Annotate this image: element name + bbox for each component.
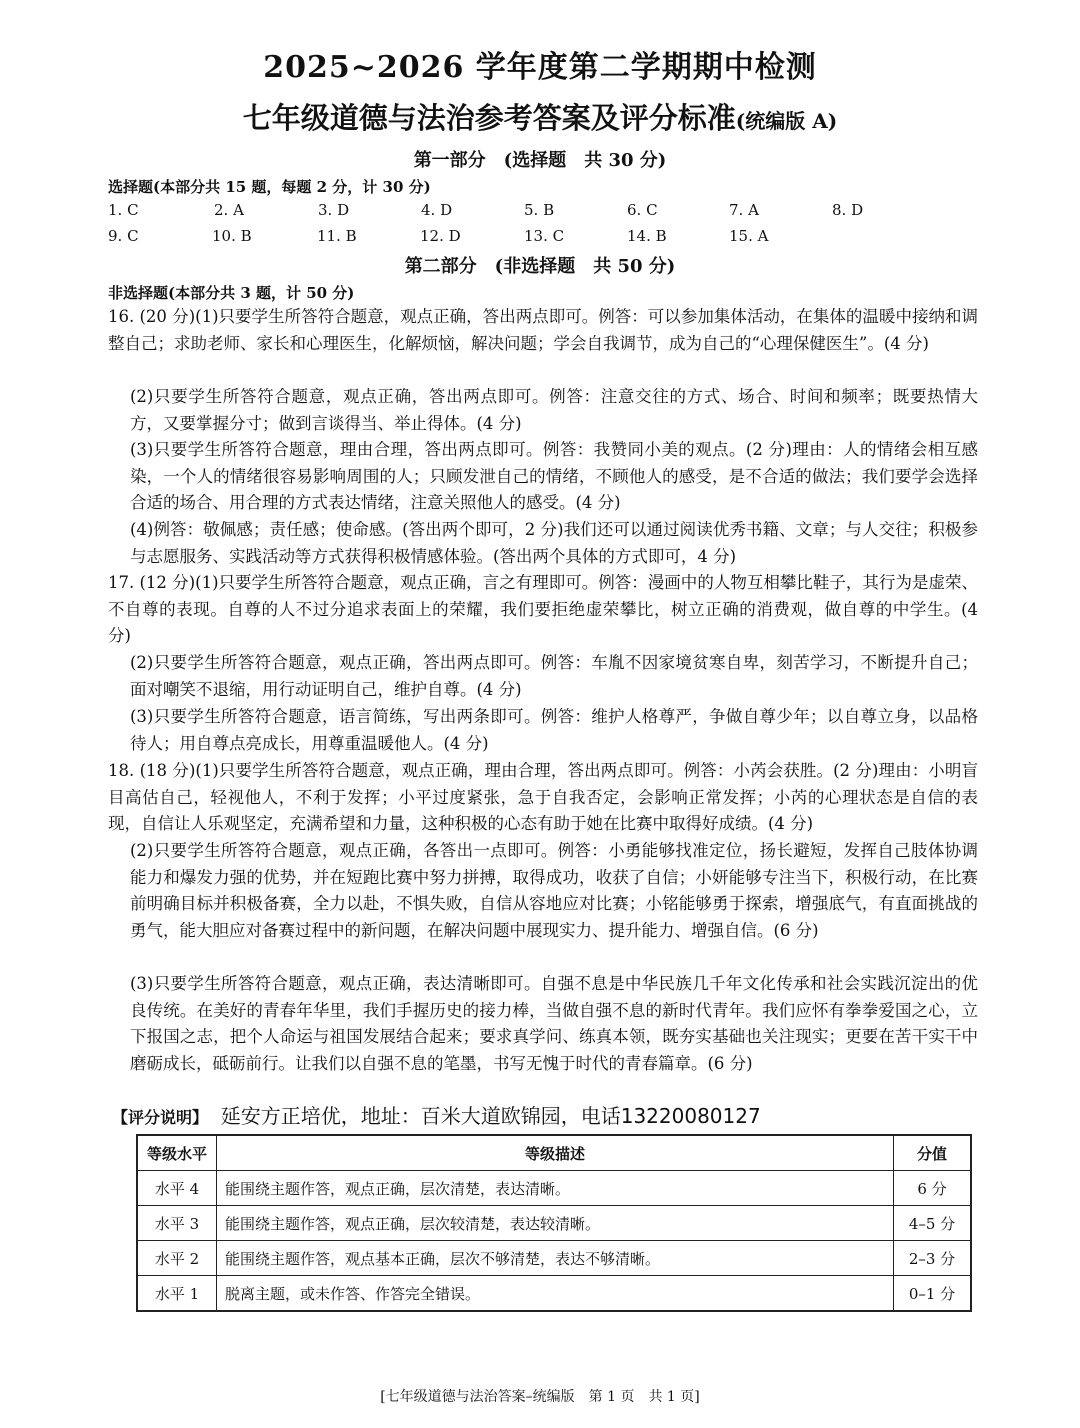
score-cell: 0–1 分 (894, 1276, 972, 1312)
answers-row-2 (108, 227, 948, 249)
q18-part3: (3)只要学生所答符合题意，观点正确，表达清晰即可。自强不息是中华民族几千年文化传承和社会实践沉淀出的优良传统。在美好的青春年华里，我们手握历史的接力棒，当做自强不息的新时代青年。我们应怀有拳拳爱国之心，立下报国之志，把个人命运与祖国发展结合起来；要求真学问、练真本领，既夯实基础也关注现实；更要在苦干实干中磨砺成长，砥砺前行。让我们以自强不息的笔墨，书写无愧于时代的青春篇章。(6 分) (130, 974, 978, 1074)
level-cell: 水平 3 (137, 1206, 217, 1241)
q17-part2: (2)只要学生所答符合题意，观点正确，答出两点即可。例答：车胤不因家境贫寒自卑，刻苦学习，不断提升自己；面对嘲笑不退缩，用行动证明自己，维护自尊。(4 分) (130, 653, 978, 699)
table-row (137, 1171, 971, 1206)
edition-label: (统编版 A) (735, 109, 838, 133)
answer-item: 3. D (318, 201, 350, 219)
q16-part2: (2)只要学生所答符合题意，观点正确，答出两点即可。例答：注意交往的方式、场合、时间和频率；既要热情大方，又要掌握分寸；做到言谈得当、举止得体。(4 分) (130, 387, 978, 433)
description-cell: 能围绕主题作答，观点正确，层次较清楚，表达较清晰。 (217, 1206, 894, 1241)
description-cell: 能围绕主题作答，观点基本正确，层次不够清楚，表达不够清晰。 (217, 1241, 894, 1276)
table-row (137, 1206, 971, 1241)
header-score: 分值 (894, 1135, 972, 1171)
answer-item: 7. A (729, 201, 759, 219)
q18-part1: 18. (18 分)(1)只要学生所答符合题意，观点正确，理由合理，答出两点即可。例答：小芮会获胜。(2 分)理由：小明盲目高估自己，轻视他人，不利于发挥；小平过度紧张，急于自我否定，会影响正常发挥；小芮的心理状态是自信的表现，自信让人乐观坚定，充满希望和力量，这种积极的心态有助于她在比赛中取得好成绩。(4 分) (108, 761, 978, 834)
q16-part1: 16. (20 分)(1)只要学生所答符合题意，观点正确，答出两点即可。例答：可以参加集体活动，在集体的温暖中接纳和调整自己；求助老师、家长和心理医生，化解烦恼，解决问题；学会自我调节，成为自己的“心理保健医生”。(4 分) (108, 307, 978, 353)
answer-item: 11. B (317, 227, 357, 245)
score-cell: 6 分 (894, 1171, 972, 1206)
answer-item: 9. C (108, 227, 139, 245)
part1-heading: 第一部分 (选择题 共 30 分) (413, 150, 667, 171)
answers-row-1 (108, 201, 948, 223)
document-title: 2025~2026 学年度第二学期期中检测 (263, 50, 817, 85)
answer-item: 13. C (524, 227, 565, 245)
part2-label: 非选择题(本部分共 3 题，计 50 分) (108, 284, 355, 302)
answer-item: 12. D (420, 227, 461, 245)
q16-part4: (4)例答：敬佩感；责任感；使命感。(答出两个即可，2 分)我们还可以通过阅读优秀书籍、文章；与人交往；积极参与志愿服务、实践活动等方式获得积极情感体验。(答出两个具体的方式即可，4 分) (130, 520, 978, 566)
answer-item: 1. C (108, 201, 139, 219)
page-footer: [七年级道德与法治答案–统编版 第 1 页 共 1 页] (380, 1389, 700, 1405)
answer-item: 6. C (627, 201, 658, 219)
answer-item: 14. B (627, 227, 667, 245)
description-cell: 脱离主题，或未作答、作答完全错误。 (217, 1276, 894, 1312)
level-cell: 水平 1 (137, 1276, 217, 1312)
description-cell: 能围绕主题作答，观点正确，层次清楚，表达清晰。 (217, 1171, 894, 1206)
part2-heading: 第二部分 (非选择题 共 50 分) (404, 256, 676, 277)
table-header-row (137, 1135, 971, 1171)
scoring-notice (112, 1100, 761, 1129)
level-cell: 水平 4 (137, 1171, 217, 1206)
score-cell: 2–3 分 (894, 1241, 972, 1276)
answer-item: 4. D (421, 201, 453, 219)
answer-item: 2. A (214, 201, 244, 219)
q16-part3: (3)只要学生所答符合题意，理由合理，答出两点即可。例答：我赞同小美的观点。(2 分)理由：人的情绪会相互感染，一个人的情绪很容易影响周围的人；只顾发泄自己的情绪，不顾他人的感受，是不合适的做法；我们要学会选择合适的场合、用合理的方式表达情绪，注意关照他人的感受。(4 分) (130, 440, 978, 513)
level-cell: 水平 2 (137, 1241, 217, 1276)
grading-table (136, 1134, 972, 1312)
answer-item: 15. A (729, 227, 769, 245)
ad-text: 延安方正培优，地址：百米大道欧锦园，电话13220080127 (220, 1104, 761, 1128)
score-cell: 4–5 分 (894, 1206, 972, 1241)
q18-part2: (2)只要学生所答符合题意，观点正确，各答出一点即可。例答：小勇能够找准定位，扬长避短，发挥自己肢体协调能力和爆发力强的优势，并在短跑比赛中努力拼搏，取得成功，收获了自信；小妍能够专注当下，积极行动，在比赛前明确目标并积极备赛，全力以赴，不惧失败，自信从容地应对比赛；小铭能够勇于探索，增强底气，有直面挑战的勇气，能大胆应对备赛过程中的新问题，在解决问题中展现实力、提升能力、增强自信。(6 分) (130, 841, 978, 941)
document-subtitle (0, 96, 1080, 137)
header-level: 等级水平 (137, 1135, 217, 1171)
answer-item: 8. D (832, 201, 864, 219)
q17-part3: (3)只要学生所答符合题意，语言简练，写出两条即可。例答：维护人格尊严，争做自尊少年；以自尊立身，以品格待人；用自尊点亮成长，用尊重温暖他人。(4 分) (130, 707, 978, 753)
table-row (137, 1241, 971, 1276)
q17-part1: 17. (12 分)(1)只要学生所答符合题意，观点正确，言之有理即可。例答：漫画中的人物互相攀比鞋子，其行为是虚荣、不自尊的表现。自尊的人不过分追求表面上的荣耀，我们要拒绝虚荣攀比，树立正确的消费观，做自尊的中学生。(4 分) (108, 573, 978, 646)
part1-label: 选择题(本部分共 15 题，每题 2 分，计 30 分) (108, 178, 431, 196)
answer-item: 10. B (212, 227, 252, 245)
subtitle-main: 七年级道德与法治参考答案及评分标准 (242, 101, 736, 135)
table-row (137, 1276, 971, 1312)
scoring-tag: 【评分说明】 (112, 1108, 209, 1127)
answer-item: 5. B (524, 201, 555, 219)
header-description: 等级描述 (217, 1135, 894, 1171)
